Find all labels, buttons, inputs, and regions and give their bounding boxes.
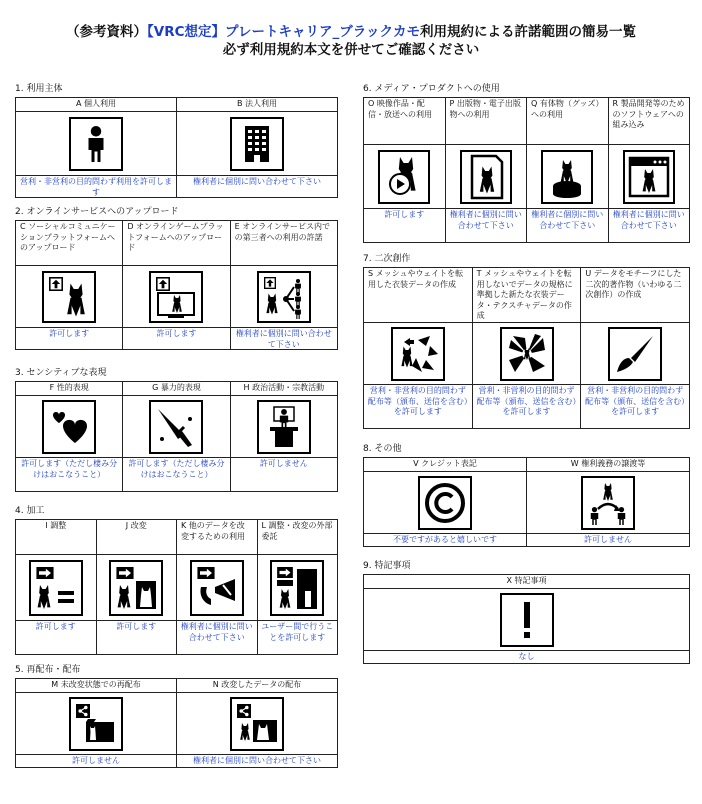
section-2 bbox=[15, 207, 338, 350]
status-f: 許可します（ただし棲み分けはおこなうこと） bbox=[21, 459, 118, 479]
brush-icon bbox=[608, 327, 662, 381]
section-4 bbox=[15, 506, 338, 655]
status-d: 許可します bbox=[122, 328, 229, 349]
cell-label-f: F 性的表現 bbox=[49, 383, 89, 392]
section-7 bbox=[363, 254, 690, 429]
status-b: 権利者に個別に問い合わせて下さい bbox=[176, 176, 337, 197]
section-title: 2. オンラインサービスへのアップロード bbox=[15, 207, 179, 217]
podium-speaker-icon bbox=[257, 400, 311, 454]
goods-icon bbox=[541, 150, 593, 204]
mesh-reuse-icon bbox=[391, 327, 445, 381]
cell-label-m: M 未改変状態での再配布 bbox=[51, 680, 141, 689]
adjust-icon bbox=[29, 560, 83, 616]
distribute-modified-icon bbox=[230, 697, 284, 751]
cell-label-u: U データをモチーフにした二次的著作物（いわゆる二次創作）の作成 bbox=[580, 268, 689, 322]
status-q: 権利者に個別に問い合わせて下さい bbox=[526, 209, 608, 242]
outsource-icon bbox=[270, 560, 324, 616]
third-party-share-icon bbox=[257, 271, 311, 323]
cell-label-n: N 改変したデータの配布 bbox=[176, 679, 337, 692]
section-5 bbox=[15, 665, 338, 768]
status-t: 営利・非営利の目的問わず配布等（頒布、送信を含む）を許可します bbox=[472, 385, 581, 428]
cell-label-p: P 出版物・電子出版物への利用 bbox=[445, 98, 527, 144]
new-outfit-icon bbox=[500, 327, 554, 381]
personal-use-icon bbox=[69, 117, 123, 171]
cell-label-h: H 政治活動・宗教活動 bbox=[230, 382, 337, 395]
section-6 bbox=[363, 84, 690, 243]
section-title: 4. 加工 bbox=[15, 506, 45, 516]
cell-label-a: A 個人利用 bbox=[75, 99, 116, 108]
section-title: 7. 二次創作 bbox=[363, 254, 411, 264]
corporate-building-icon bbox=[230, 117, 284, 171]
cell-label-l: L 調整・改変の外部委託 bbox=[257, 520, 338, 554]
cell-label-w: W 権利義務の譲渡等 bbox=[526, 458, 689, 471]
page-subtitle: 必ず利用規約本文を併せてご確認ください bbox=[222, 42, 480, 58]
section-1 bbox=[15, 84, 338, 198]
status-n: 権利者に個別に問い合わせて下さい bbox=[176, 755, 337, 767]
knife-icon bbox=[149, 400, 203, 454]
cell-label-i: I 調整 bbox=[45, 521, 67, 530]
status-g: 許可します（ただし棲み分けはおこなうこと） bbox=[122, 458, 229, 491]
software-icon bbox=[623, 150, 675, 204]
cell-label-v: V クレジット表記 bbox=[413, 459, 477, 468]
exclamation-icon bbox=[500, 593, 554, 647]
cell-label-g: G 暴力的表現 bbox=[122, 382, 229, 395]
status-v: 不要ですがあると嬉しいです bbox=[393, 535, 497, 544]
status-i: 許可します bbox=[35, 622, 76, 631]
status-p: 権利者に個別に問い合わせて下さい bbox=[445, 209, 527, 242]
status-j: 許可します bbox=[96, 621, 177, 654]
cell-label-s: S メッシュやウェイトを転用した衣装データの作成 bbox=[368, 269, 464, 289]
redistribute-icon bbox=[69, 697, 123, 751]
status-w: 許可しません bbox=[526, 534, 689, 546]
status-h: 許可しません bbox=[230, 458, 337, 491]
cell-label-e: E オンラインサービス内での第三者への利用の許諾 bbox=[230, 221, 337, 265]
section-title: 1. 利用主体 bbox=[15, 84, 63, 94]
page-title: （参考資料）【VRC想定】プレートキャリア_ブラックカモ利用規約による許諾範囲の簡易一覧 bbox=[66, 24, 636, 40]
cell-label-k: K 他のデータを改変するための利用 bbox=[176, 520, 257, 554]
section-title: 5. 再配布・配布 bbox=[15, 665, 81, 675]
section-title: 9. 特記事項 bbox=[363, 561, 411, 571]
status-r: 権利者に個別に問い合わせて下さい bbox=[608, 209, 690, 242]
status-a: 営利・非営利の目的問わず利用を許可します bbox=[20, 177, 172, 197]
cell-label-q: Q 有体物（グッズ）への利用 bbox=[526, 98, 608, 144]
section-title: 3. センシティブな表現 bbox=[15, 368, 107, 378]
publication-icon bbox=[460, 150, 512, 204]
status-c: 許可します bbox=[49, 329, 90, 338]
section-8 bbox=[363, 444, 690, 547]
sns-upload-icon bbox=[42, 271, 96, 323]
cell-label-r: R 製品開発等のためのソフトウェアへの組み込み bbox=[608, 98, 690, 144]
cell-label-t: T メッシュやウェイトを転用しないでデータの規格に準拠した新たな衣装データ・テクスチャデータの作成 bbox=[472, 268, 581, 322]
status-l: ユーザー間で行うことを許可します bbox=[257, 621, 338, 654]
modify-icon bbox=[109, 560, 163, 616]
section-3 bbox=[15, 368, 338, 492]
copyright-icon bbox=[418, 476, 472, 530]
status-o: 許可します bbox=[384, 210, 425, 219]
cell-label-x: X 特記事項 bbox=[506, 576, 547, 585]
status-s: 営利・非営利の目的問わず配布等（頒布、送信を含む）を許可します bbox=[367, 386, 468, 416]
status-k: 権利者に個別に問い合わせて下さい bbox=[176, 621, 257, 654]
game-upload-icon bbox=[149, 271, 203, 323]
status-e: 権利者に個別に問い合わせて下さい bbox=[230, 328, 337, 349]
cell-label-j: J 改変 bbox=[96, 520, 177, 554]
section-9 bbox=[363, 561, 690, 664]
section-title: 6. メディア・プロダクトへの使用 bbox=[363, 84, 500, 94]
status-m: 許可しません bbox=[72, 756, 120, 765]
cell-label-b: B 法人利用 bbox=[176, 98, 337, 111]
cell-label-c: C ソーシャルコミュニケーションプラットフォームへのアップロード bbox=[20, 222, 116, 252]
section-title: 8. その他 bbox=[363, 444, 402, 454]
status-u: 営利・非営利の目的問わず配布等（頒布、送信を含む）を許可します bbox=[580, 385, 689, 428]
video-broadcast-icon bbox=[378, 150, 430, 204]
use-for-other-data-icon bbox=[190, 560, 244, 616]
cell-label-d: D オンラインゲームプラットフォームへのアップロード bbox=[122, 221, 229, 265]
transfer-rights-icon bbox=[581, 476, 635, 530]
hearts-icon bbox=[42, 400, 96, 454]
cell-label-o: O 映像作品・配信・放送への利用 bbox=[368, 99, 432, 119]
status-x: なし bbox=[518, 652, 535, 661]
